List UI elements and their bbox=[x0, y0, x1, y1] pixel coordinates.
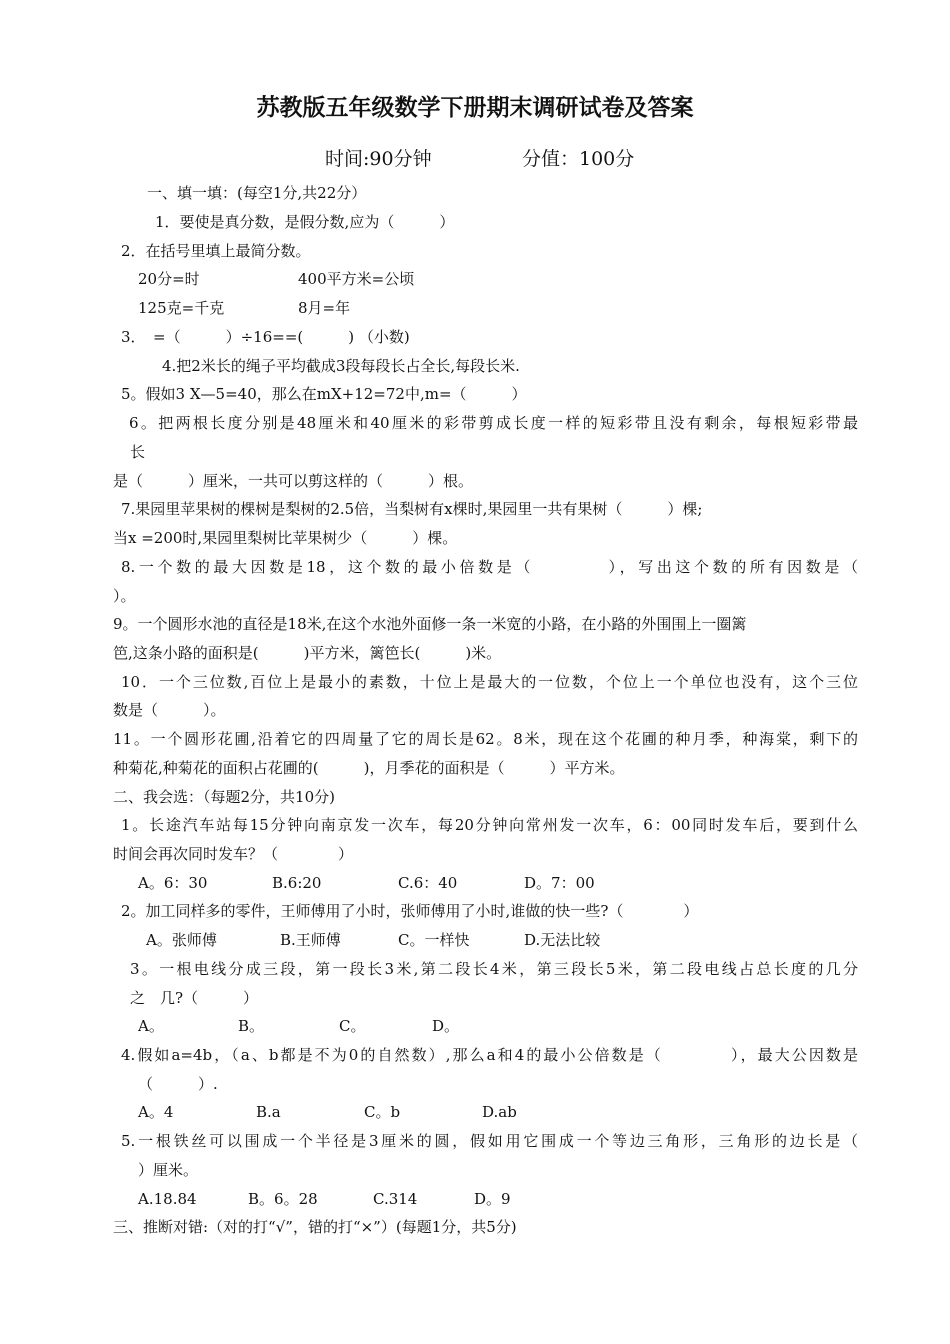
document-title: 苏教版五年级数学下册期末调研试卷及答案 bbox=[256, 94, 694, 121]
question-line: 8.一个数的最大因数是18，这个数的最小倍数是（ ），写出这个数的所有因数是（ bbox=[121, 558, 858, 576]
option-d: D.无法比较 bbox=[524, 931, 601, 949]
option-d: D。9 bbox=[474, 1190, 511, 1208]
question-line: 时间会再次同时发车？（ ） bbox=[113, 845, 354, 863]
section-2-heading: 二、我会选：（每题2分，共10分) bbox=[113, 788, 335, 806]
question-line: 125克=千克 bbox=[138, 299, 225, 317]
question-line: 11。一个圆形花圃,沿着它的四周量了它的周长是62。8米，现在这个花圃的种月季，种海棠，剩下的 bbox=[113, 730, 858, 748]
question-line: 4.把2米长的绳子平均截成3段每段长占全长,每段长米. bbox=[162, 357, 520, 375]
option-a: A。4 bbox=[138, 1103, 174, 1121]
option-b: B.6:20 bbox=[272, 874, 322, 892]
section-3-heading: 三、推断对错:（对的打“√”，错的打“×”）(每题1分，共5分) bbox=[113, 1218, 517, 1236]
question-line: ）厘米。 bbox=[138, 1161, 199, 1179]
question-line: 5。假如3 X—5=40，那么在mX+12=72中,m=（ ） bbox=[121, 385, 527, 403]
option-a: A。6：30 bbox=[138, 874, 208, 892]
question-line: 9。一个圆形水池的直径是18米,在这个水池外面修一条一米宽的小路，在小路的外围围上一圈篱 bbox=[113, 615, 747, 633]
question-line: 3。一根电线分成三段，第一段长3米,第二段长4米，第三段长5米，第二段电线占总长度的几分 bbox=[130, 960, 858, 978]
option-c: C。b bbox=[364, 1103, 401, 1121]
option-c: C。 bbox=[339, 1017, 366, 1035]
option-c: C。一样快 bbox=[398, 931, 470, 949]
option-b: B.a bbox=[256, 1103, 281, 1121]
question-line: ）。 bbox=[113, 587, 136, 605]
option-a: A。张师傅 bbox=[146, 931, 217, 949]
question-line: 当x =200时,果园里梨树比苹果树少（ ）棵。 bbox=[113, 529, 458, 547]
question-line: 之 几?（ ） bbox=[130, 989, 259, 1007]
question-line: 长 bbox=[130, 443, 146, 461]
option-b: B.王师傅 bbox=[280, 931, 341, 949]
option-b: B。 bbox=[238, 1017, 265, 1035]
option-a: A。 bbox=[138, 1017, 164, 1035]
question-line: 400平方米=公顷 bbox=[298, 270, 415, 288]
option-a: A.18.84 bbox=[138, 1190, 197, 1208]
question-line: 数是（ ）。 bbox=[113, 701, 226, 719]
question-line: 20分=时 bbox=[138, 270, 200, 288]
question-line: 2。加工同样多的零件，王师傅用了小时，张师傅用了小时,谁做的快一些?（ ） bbox=[121, 902, 699, 920]
option-c: C.314 bbox=[373, 1190, 418, 1208]
question-line: 5.一根铁丝可以围成一个半径是3厘米的圆，假如用它围成一个等边三角形，三角形的边长是（ bbox=[121, 1132, 858, 1150]
question-line: 1．要使是真分数，是假分数,应为（ ） bbox=[155, 213, 455, 231]
exam-time: 时间:90分钟 bbox=[325, 148, 432, 170]
question-line: 笆,这条小路的面积是( )平方米，篱笆长( )米。 bbox=[113, 644, 502, 662]
section-1-heading: 一、填一填：(每空1分,共22分） bbox=[147, 184, 367, 202]
question-line: 6。把两根长度分别是48厘米和40厘米的彩带剪成长度一样的短彩带且没有剩余，每根短彩带最 bbox=[129, 414, 858, 432]
question-line: 是（ ）厘米，一共可以剪这样的（ ）根。 bbox=[113, 472, 474, 490]
option-d: D。7：00 bbox=[524, 874, 595, 892]
question-line: 1。长途汽车站每15分钟向南京发一次车，每20分钟向常州发一次车，6：00同时发车后，要到什么 bbox=[121, 816, 858, 834]
question-line: 种菊花,种菊花的面积占花圃的( )，月季花的面积是（ ）平方米。 bbox=[113, 759, 625, 777]
question-line: 10．一个三位数,百位上是最小的素数，十位上是最大的一位数，个位上一个单位也没有，这个三位 bbox=[121, 673, 858, 691]
option-d: D.ab bbox=[482, 1103, 517, 1121]
option-b: B。6。28 bbox=[248, 1190, 318, 1208]
option-c: C.6：40 bbox=[398, 874, 458, 892]
question-line: 4.假如a=4b，（a、b都是不为0的自然数）,那么a和4的最小公倍数是（ ），最大公因数是 bbox=[121, 1046, 858, 1064]
option-d: D。 bbox=[432, 1017, 460, 1035]
exam-score: 分值：100分 bbox=[522, 148, 635, 170]
question-line: 7.果园里苹果树的棵树是梨树的2.5倍，当梨树有x棵时,果园里一共有果树（ ）棵; bbox=[121, 500, 703, 518]
question-line: 8月=年 bbox=[298, 299, 351, 317]
question-line: 3． =（ ）÷16==( ) （小数) bbox=[121, 328, 410, 346]
question-line: （ ）. bbox=[138, 1075, 218, 1093]
question-line: 2．在括号里填上最简分数。 bbox=[121, 242, 311, 260]
